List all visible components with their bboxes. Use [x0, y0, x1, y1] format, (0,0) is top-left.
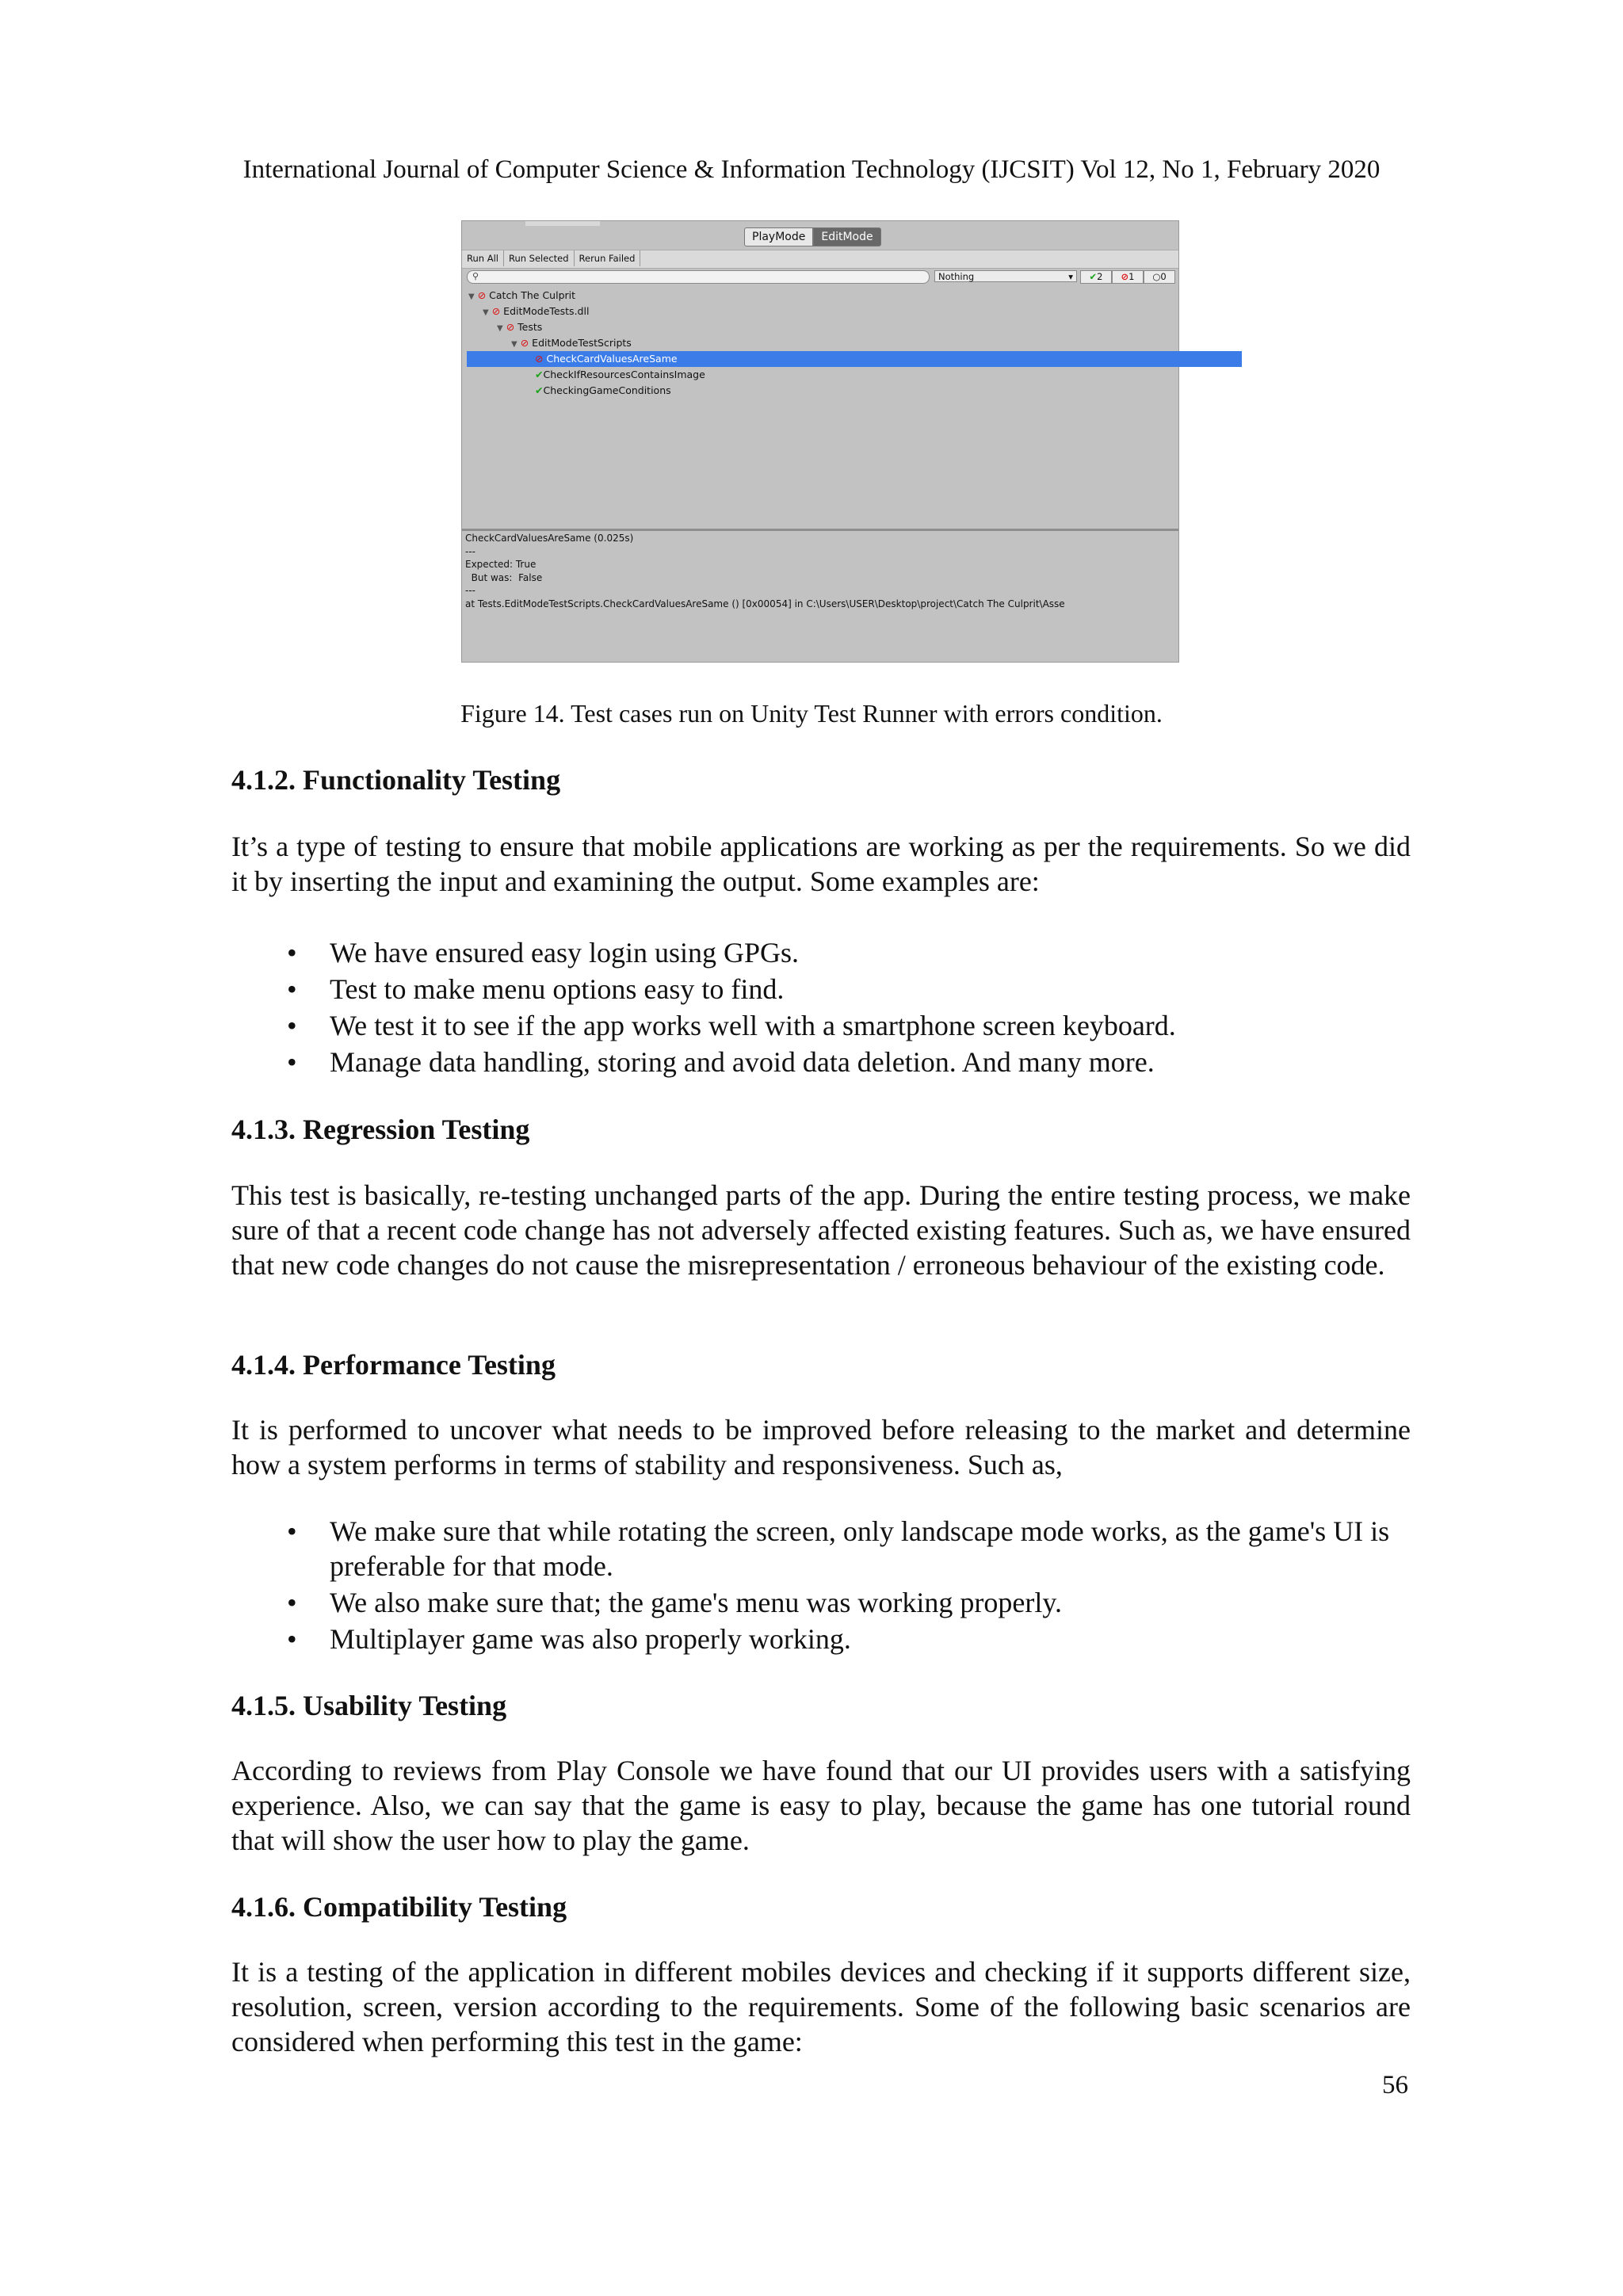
section-heading: 4.1.5. Usability Testing — [231, 1690, 507, 1721]
filter-dropdown[interactable] — [934, 270, 1077, 282]
panel-divider[interactable] — [462, 529, 1178, 531]
pass-icon: ✔ — [535, 384, 544, 396]
log-line: But was: False — [465, 571, 543, 583]
log-line: --- — [465, 545, 475, 557]
expand-arrow-icon: ▼ — [468, 292, 475, 301]
fail-icon: ⊘ — [535, 353, 544, 365]
unity-test-runner-figure — [461, 220, 1179, 663]
skipped-icon: ○ — [1152, 271, 1161, 282]
failed-count-toggle[interactable] — [1112, 270, 1144, 284]
tree-node[interactable]: ▼ ⊘ EditModeTestScripts — [511, 337, 632, 349]
list-item: • Test to make menu options easy to find. — [287, 973, 785, 1005]
list-item: • Manage data handling, storing and avoid data deletion. And many more. — [287, 1046, 1155, 1078]
paragraph: According to reviews from Play Console we have found that our UI provides users with a satisfying experience. Also, we can say that the game is easy to play, because the game has one tutorial round that will show the user how to play the game. — [231, 1755, 1411, 1856]
tab-playmode[interactable]: PlayMode — [744, 227, 813, 246]
run-selected-button[interactable]: Run Selected — [504, 250, 575, 266]
tab-editmode[interactable]: EditMode — [813, 227, 880, 246]
pass-icon: ✔ — [535, 369, 544, 380]
tree-node[interactable]: ▼ ⊘ Catch The Culprit — [468, 289, 576, 301]
filter-value: Nothing — [938, 271, 975, 282]
chevron-down-icon: ▾ — [1068, 271, 1073, 282]
search-icon: ⚲ — [472, 271, 479, 281]
test-tree — [462, 288, 1178, 399]
paragraph: It’s a type of testing to ensure that mobile applications are working as per the requirements. So we did it by inserting the input and examining the output. Some examples are: — [231, 831, 1411, 897]
list-item: • We also make sure that; the game's menu was working properly. — [287, 1587, 1062, 1618]
log-line: CheckCardValuesAreSame (0.025s) — [465, 533, 634, 544]
paragraph: This test is basically, re-testing unchanged parts of the app. During the entire testing process, we make sure of that a recent code change has not adversely affected existing features. Such as, we have ensured that new code changes do not cause the misrepresentation / erroneous behaviour of the existing code. — [231, 1179, 1411, 1281]
expand-arrow-icon: ▼ — [483, 308, 489, 317]
mode-bar — [462, 223, 1178, 250]
log-line: --- — [465, 585, 475, 596]
tree-node[interactable]: ✔CheckingGameConditions — [535, 384, 671, 396]
runner-toolbar — [462, 250, 1178, 269]
search-input[interactable] — [467, 270, 930, 284]
page-number: 56 — [1382, 2071, 1408, 2099]
tree-node[interactable]: ▼ ⊘ EditModeTests.dll — [483, 305, 590, 317]
section-heading: 4.1.3. Regression Testing — [231, 1114, 530, 1145]
expand-arrow-icon: ▼ — [511, 340, 517, 349]
expand-arrow-icon: ▼ — [497, 324, 503, 333]
failed-count: 1 — [1128, 271, 1135, 282]
running-header: International Journal of Computer Science & Information Technology (IJCSIT) Vol 12, No 1, February 2020 — [242, 155, 1381, 184]
log-line: Expected: True — [465, 559, 537, 570]
list-item: • We test it to see if the app works well with a smartphone screen keyboard. — [287, 1010, 1176, 1041]
run-all-button[interactable]: Run All — [462, 250, 504, 266]
list-item: • We make sure that while rotating the screen, only landscape mode works, as the game's UI is preferable for that mode. — [287, 1515, 1390, 1582]
section-heading: 4.1.2. Functionality Testing — [231, 764, 561, 796]
section-heading: 4.1.4. Performance Testing — [231, 1349, 556, 1381]
skipped-count-toggle[interactable] — [1144, 270, 1175, 284]
passed-count-toggle[interactable] — [1080, 270, 1112, 284]
log-line: at Tests.EditModeTestScripts.CheckCardValuesAreSame () [0x00054] in C:\Users\USER\Desktop\project\Catch The Culprit\Asse — [465, 598, 1065, 609]
fail-icon: ⊘ — [491, 305, 501, 317]
fail-icon: ⊘ — [520, 337, 529, 349]
passed-count: 2 — [1097, 271, 1103, 282]
fail-icon: ⊘ — [506, 321, 515, 333]
paragraph: It is performed to uncover what needs to be improved before releasing to the market and determine how a system performs in terms of stability and responsiveness. Such as, — [231, 1414, 1411, 1480]
check-icon: ✔ — [1089, 271, 1098, 282]
section-heading: 4.1.6. Compatibility Testing — [231, 1891, 567, 1923]
tree-node[interactable]: ▼ ⊘ Tests — [497, 321, 543, 333]
skipped-count: 0 — [1160, 271, 1167, 282]
test-result-log — [465, 532, 1175, 610]
filter-row — [462, 268, 1178, 285]
fail-icon: ⊘ — [477, 289, 487, 301]
error-icon: ⊘ — [1121, 271, 1129, 282]
list-item: • Multiplayer game was also properly working. — [287, 1623, 851, 1655]
figure-caption: Figure 14. Test cases run on Unity Test Runner with errors condition. — [460, 699, 1163, 728]
tree-node-selected[interactable]: ⊘ CheckCardValuesAreSame — [467, 351, 1242, 367]
rerun-failed-button[interactable]: Rerun Failed — [575, 250, 641, 266]
tree-node[interactable]: ✔CheckIfResourcesContainsImage — [535, 369, 705, 380]
list-item: • We have ensured easy login using GPGs. — [287, 937, 799, 968]
paragraph: It is a testing of the application in different mobiles devices and checking if it supports different size, resolution, screen, version according to the requirements. Some of the following basic scenarios are considered when performing this test in the game: — [231, 1956, 1411, 2057]
